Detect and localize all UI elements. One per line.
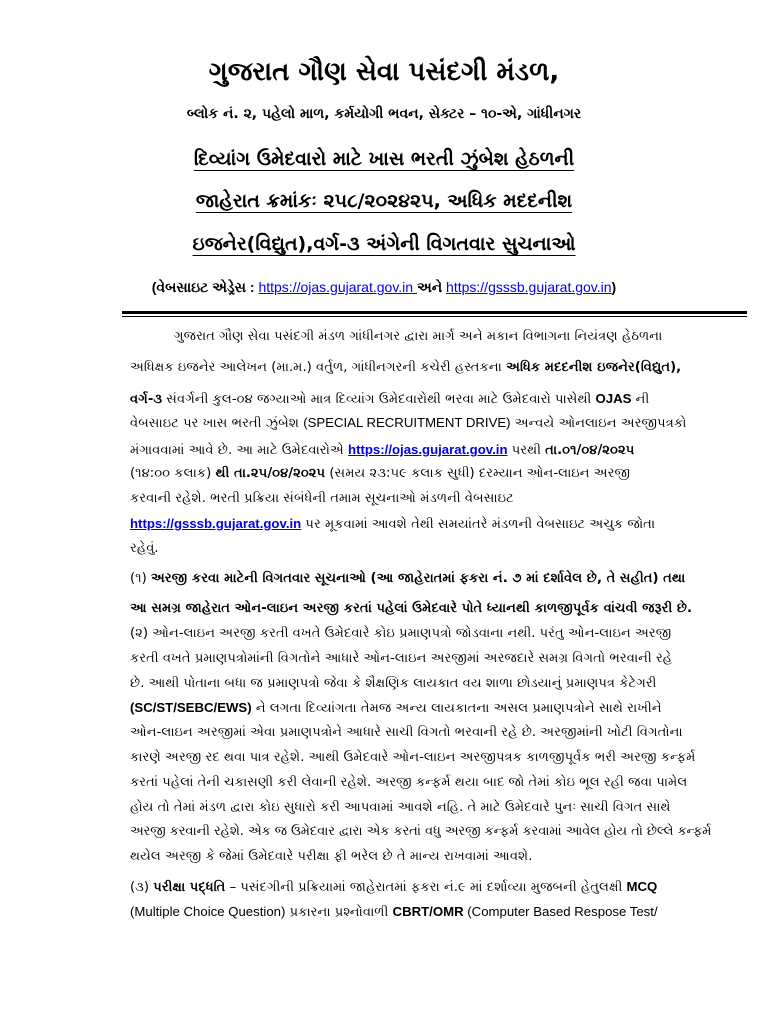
subject-line-2: જાહેરાત ક્રમાંકઃ ૨૫૮/૨૦૨૪૨૫, અધિક મદદનીશ xyxy=(195,190,573,212)
para1-line4: વેબસાઇટ પર ખાસ ભરતી ઝુંબેશ (SPECIAL RECRUITMENT DRIVE) અન્વયે ઓનલાઇન અરજીપત્રકો xyxy=(130,415,687,431)
para4-line1: (૩) પરીક્ષા પદ્ધતિ – પસંદગીની પ્રક્રિયામાં જાહેરાતમાં ફકરા નં.૯ માં દર્શાવ્યા મુજબની હેતુલક્ષી MCQ xyxy=(130,879,658,895)
para1-line3: વર્ગ-૩ સંવર્ગની કુલ-૦૪ જગ્યાઓ માત્ર દિવ્યાંગ ઉમેદવારોથી ભરવા માટે ઉમેદવારો પાસેથી OJAS ની xyxy=(130,391,650,407)
gsssb-link[interactable]: https://gsssb.gujarat.gov.in xyxy=(446,279,612,295)
para2-line1: (૧) અરજી કરવા માટેની વિગતવાર સૂચનાઓ (આ જાહેરાતમાં ફકરા નં. ૭ માં દર્શાવેલ છે, તે સહીત) તથા xyxy=(130,571,686,586)
subject-line-1: દિવ્યાંગ ઉમેદવારો માટે ખાસ ભરતી ઝુંબેશ હેઠળની xyxy=(193,148,575,170)
para1-line9: રહેવું. xyxy=(130,541,159,556)
para3-line3: છે. આથી પોતાના બધા જ પ્રમાણપત્રો જેવા કે શૈક્ષણિક લાયકાત વય શાળા છોડયાનું પ્રમાણપત્ર કેટેગરી xyxy=(130,676,657,691)
para1-line8: https://gsssb.gujarat.gov.in પર મૂકવામાં આવશે તેથી સમયાંતરે મંડળની વેબસાઇટ અચુક જોતા xyxy=(130,516,656,532)
para1-line2: અધિક્ષક ઇજનેર આલેખન (મા.મ.) વર્તુળ, ગાંધીનગરની કચેરી હસ્તકના અધિક મદદનીશ ઇજનેર(વિદ્યુત), xyxy=(130,360,682,375)
para3-line9: અરજી કરવાની રહેશે. એક જ ઉમેદવાર દ્વારા એક કરતાં વધુ અરજી કન્ફર્મ કરવામાં આવેલ હોય તો છેલ્લે કન્ફર્મ xyxy=(130,824,712,839)
para2-line2: આ સમગ્ર જાહેરાત ઓન-લાઇન અરજી કરતાં પહેલાં ઉમેદવારે પોતે ધ્યાનથી કાળજીપૂર્વક વાંચવી જરૂરી છે. xyxy=(130,601,693,616)
para1-line6: (૧૪:૦૦ કલાક) થી તા.૨૫/૦૪/૨૦૨૫ (સમય ૨૩:૫૯ કલાક સુધી) દરમ્યાન ઓન-લાઇન અરજી xyxy=(130,466,631,481)
ojas-link-inline[interactable]: https://ojas.gujarat.gov.in xyxy=(348,442,508,457)
para1-line7: કરવાની રહેશે. ભરતી પ્રક્રિયા સંબંધેની તમામ સૂચનાઓ મંડળની વેબસાઇટ xyxy=(130,491,514,506)
para3-line5: ઓન-લાઇન અરજીમાં એવા પ્રમાણપત્રોને આધારે સાચી વિગતો ભરવાની રહે છે. અરજીમાંની ખોટી વિગતોના xyxy=(130,725,683,740)
para3-line10: થયેલ અરજી કે જેમાં ઉમેદવારે પરીક્ષા ફી ભરેલ છે તે માન્ય રાખવામાં આવશે. xyxy=(130,849,533,864)
divider-thick xyxy=(122,311,747,314)
subject-line-3: ઇજનેર(વિદ્યુત),વર્ગ-૩ અંગેની વિગતવાર સુચનાઓ xyxy=(192,233,576,255)
divider-thin xyxy=(122,316,747,317)
para3-line8: હોય તો તેમાં મંડળ દ્વારા કોઇ સુધારો કરી આપવામાં આવશે નહિ. તે માટે ઉમેદવારે પુનઃ સાચી વિગત સાથે xyxy=(130,800,671,815)
para3-line7: કરતાં પહેલાં તેની ચકાસણી કરી લેવાની રહેશે. અરજી કન્ફર્મ થયા બાદ જો તેમાં કોઇ ભૂલ રહી જવા પામેલ xyxy=(130,775,688,790)
para4-line2: (Multiple Choice Question) પ્રકારના પ્રશ્નોવાળી CBRT/OMR (Computer Based Respose Test/ xyxy=(130,904,658,920)
ojas-link[interactable]: https://ojas.gujarat.gov.in xyxy=(258,279,417,295)
para3-line4: (SC/ST/SEBC/EWS) ને લગતા દિવ્યાંગતા તેમજ અન્ય લાયકાતના અસલ પ્રમાણપત્રોને સાથે રાખીને xyxy=(130,700,662,716)
para3-line6: કારણે અરજી રદ થવા પાત્ર રહેશે. આથી ઉમેદવારે ઓન-લાઇન અરજીપત્રક કાળજીપૂર્વક ભરી અરજી કન્ફર્મ xyxy=(130,750,696,765)
gsssb-link-inline[interactable]: https://gsssb.gujarat.gov.in xyxy=(130,516,302,531)
para1-line5: મંગાવવામાં આવે છે. આ માટે ઉમેદવારોએ https://ojas.gujarat.gov.in પરથી તા.૦૧/૦૪/૨૦૨૫ xyxy=(130,442,635,458)
board-title: ગુજરાત ગૌણ સેવા પસંદગી મંડળ, xyxy=(208,57,560,87)
board-address: બ્લોક નં. ૨, પહેલો માળ, કર્મયોગી ભવન, સેક્ટર – ૧૦-એ, ગાંધીનગર xyxy=(186,106,582,122)
para3-line2: કરતી વખતે પ્રમાણપત્રોમાંની વિગતોને આધારે ઓન-લાઇન અરજીમાં અરજદારે સમગ્ર વિગતો ભરવાની રહે xyxy=(130,651,673,666)
website-address: (વેબસાઇટ એડ્રેસ : https://ojas.gujarat.gov.in અને https://gsssb.gujarat.gov.in) xyxy=(151,279,617,295)
para3-line1: (૨) ઓન-લાઇન અરજી કરતી વખતે ઉમેદવારે કોઇ પ્રમાણપત્રો જોડવાના નથી. પરંતુ ઓન-લાઇન અરજી xyxy=(130,626,672,641)
para1-line1: ગુજરાત ગૌણ સેવા પસંદગી મંડળ ગાંધીનગર દ્વારા માર્ગ અને મકાન વિભાગના નિયંત્રણ હેઠળના xyxy=(174,329,663,344)
